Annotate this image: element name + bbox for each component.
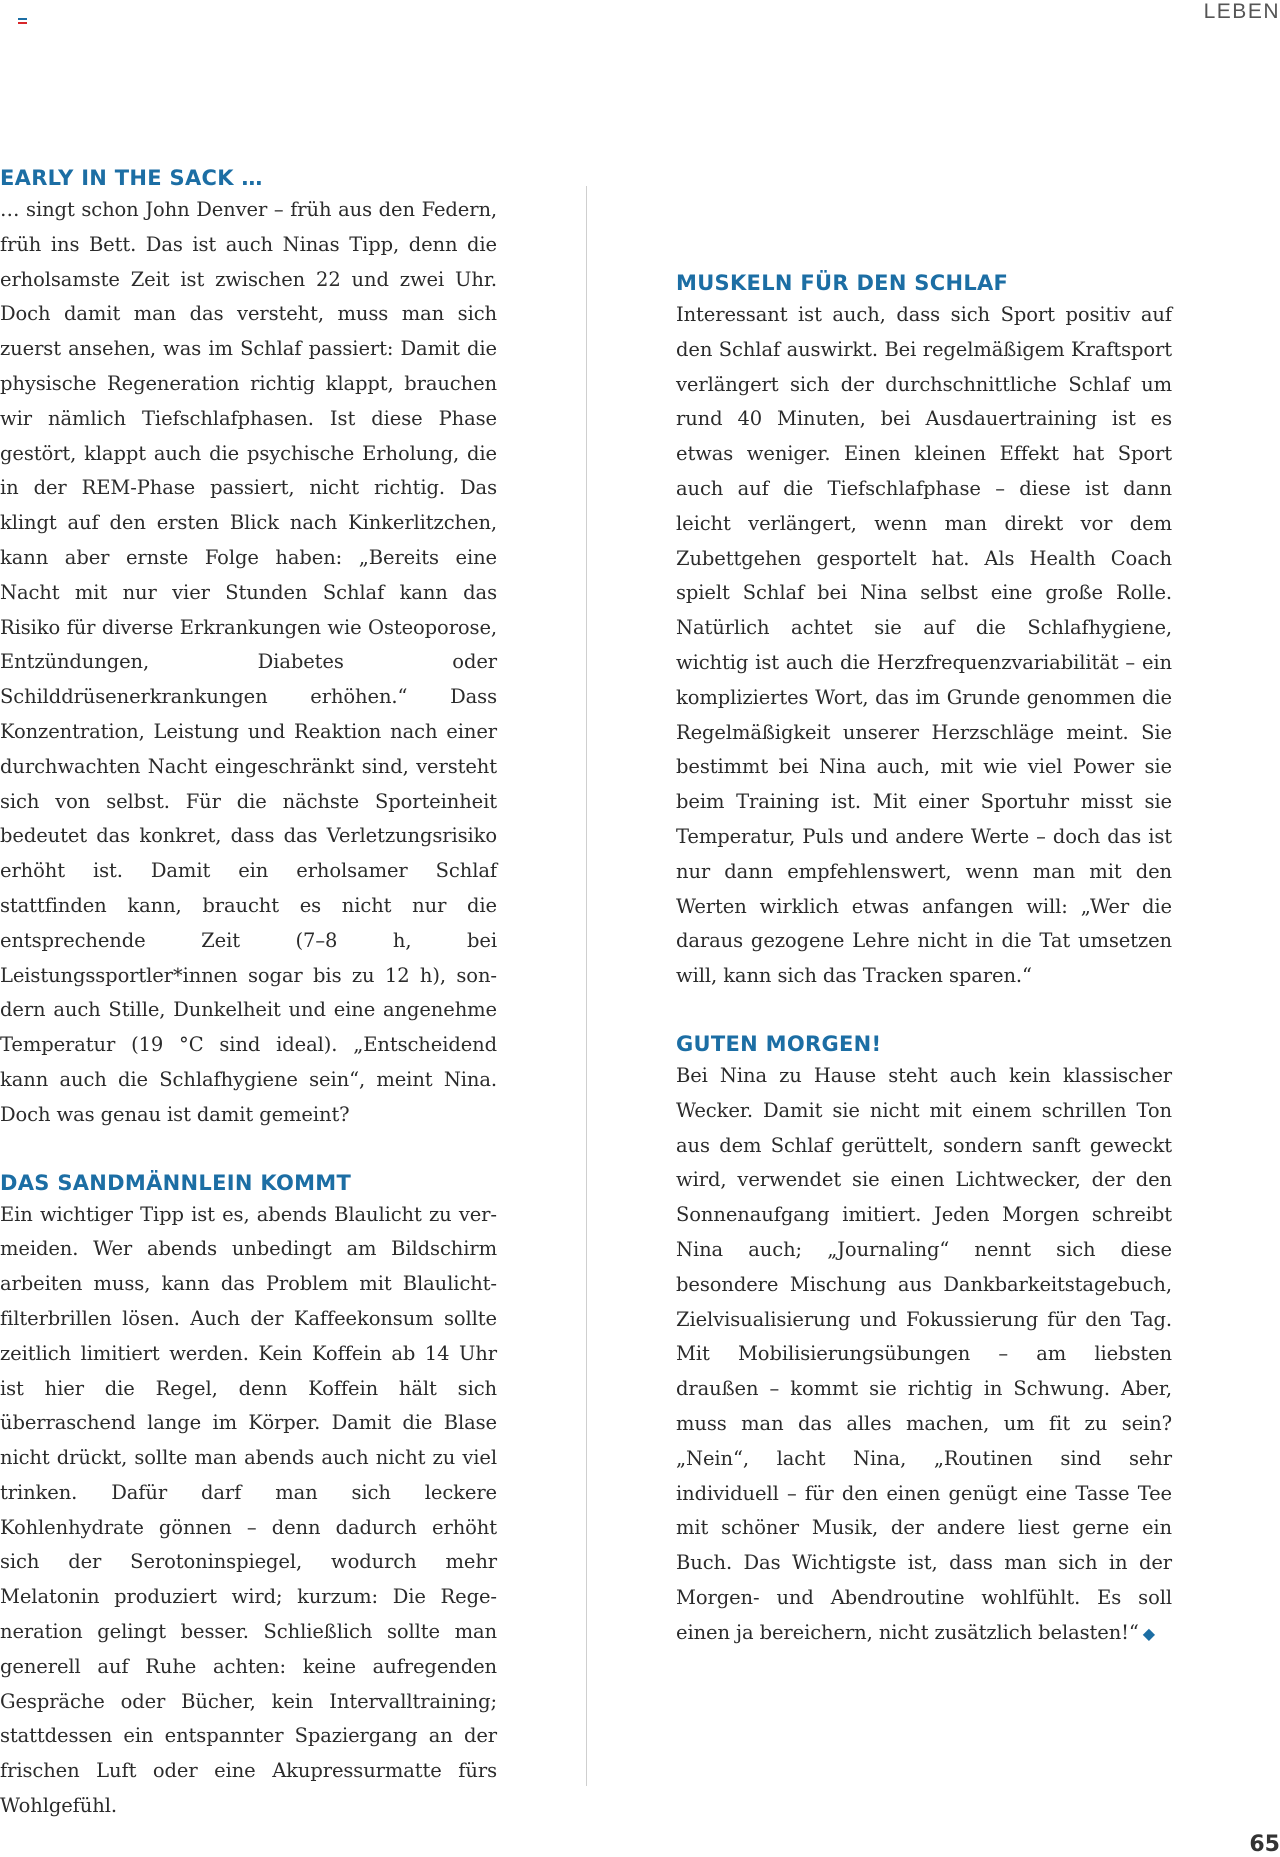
heading-das-sandmaennlein-kommt: DAS SANDMÄNNLEIN KOMMT [0, 1170, 352, 1195]
end-diamond-icon: ◆ [1142, 1623, 1156, 1643]
heading-muskeln-fuer-den-schlaf: MUSKELN FÜR DEN SCHLAF [676, 271, 1009, 295]
section-label: LEBEN [1203, 0, 1280, 23]
paragraph-muskeln-fuer-den-schlaf: Interessant ist auch, dass sich Sport positiv auf den Schlaf auswirkt. Bei regelmäßigem Kraftsport verlängert sich der durchschnittliche Schlaf um rund 40 Minuten, bei Ausdauertraining ist es etwas weniger. Einen kleinen Effekt hat Sport auch auf die Tiefschlafphase – diese ist dann leicht verlängert, wenn man direkt vor dem Zubettgehen gesportelt hat. Als Health Coach spielt Schlaf bei Nina selbst eine große Rolle. Natürlich achtet sie auf die Schlafhygiene, wichtig ist auch die Herzfrequenzvariabilität – ein kompliziertes Wort, das im Grunde genommen die Regelmäßigkeit unserer Herzschläge meint. Sie bestimmt bei Nina auch, mit wie viel Power sie beim Training ist. Mit einer Sportuhr misst sie Temperatur, Puls und andere Werte – doch das ist nur dann empfehlenswert, wenn man mit den Werten wirklich etwas anfangen will: „Wer die daraus gezogene Lehre nicht in die Tat umsetzen will, kann sich das Tracken sparen.“ [676, 303, 1172, 988]
corner-flag-icon [18, 18, 27, 26]
paragraph-early-in-the-sack: … singt schon John Denver – früh aus den Federn, früh ins Bett. Das ist auch Ninas Tipp, denn die erholsamste Zeit ist zwischen 22 und zwei Uhr. Doch damit man das versteht, muss man sich zuerst ansehen, was im Schlaf passiert: Damit die physische Regeneration richtig klappt, brauchen wir nämlich Tiefschlafphasen. Ist diese Phase gestört, klappt auch die psychische Erholung, die in der REM-Phase passiert, nicht richtig. Das klingt auf den ersten Blick nach Kinkerlitzchen, kann aber ernste Folge haben: „Bereits eine Nacht mit nur vier Stunden Schlaf kann das Risiko für diverse Erkrankungen wie Osteoporose, Entzündungen, Diabetes oder Schilddrüsenerkrankungen erhöhen.“ Dass Konzentration, Leistung und Reaktion nach einer durchwachten Nacht eingeschränkt sind, versteht sich von selbst. Für die nächste Sporteinheit bedeutet das konkret, dass das Verletzungsrisiko erhöht ist. Damit ein erholsamer Schlaf stattfinden kann, braucht es nicht nur die entsprechende Zeit (7–8 h, bei Leistungssportler*innen sogar bis zu 12 h), sondern auch Stille, Dunkelheit und eine angenehme Temperatur (19 °C sind ideal). „Entscheidend kann auch die Schlafhygiene sein“, meint Nina. Doch was genau ist damit gemeint? [0, 198, 497, 1126]
heading-guten-morgen: GUTEN MORGEN! [676, 1031, 882, 1056]
paragraph-das-sandmaennlein-kommt: Ein wichtiger Tipp ist es, abends Blaulicht zu vermeiden. Wer abends unbedingt am Bildschirm arbeiten muss, kann das Problem mit Blaulichtfilterbrillen lösen. Auch der Kaffeekonsum sollte zeitlich limitiert werden. Kein Koffein ab 14 Uhr ist hier die Regel, denn Koffein hält sich überraschend lange im Körper. Damit die Blase nicht drückt, sollte man abends auch nicht zu viel trinken. Dafür darf man sich leckere Kohlenhydrate gönnen – denn dadurch erhöht sich der Serotoninspiegel, wodurch mehr Melatonin produziert wird; kurzum: Die Regeneration gelingt besser. Schließlich sollte man generell auf Ruhe achten: keine aufregenden Gespräche oder Bücher, kein Intervalltraining; stattdessen ein entspannter Spaziergang an der frischen Luft oder eine Akupressurmatte fürs Wohlgefühl. [0, 1202, 497, 1818]
left-column [0, 163, 497, 1824]
paragraph-guten-morgen-text: Bei Nina zu Hause steht auch kein klassischer Wecker. Damit sie nicht mit einem schrillen Ton aus dem Schlaf gerüttelt, sondern sanft geweckt wird, verwendet sie einen Lichtwecker, der den Sonnenaufgang imitiert. Jeden Morgen schreibt Nina auch; „Journaling“ nennt sich diese besondere Mischung aus Dankbarkeitstagebuch, Zielvisualisierung und Fokussierung für den Tag. Mit Mobilisierungsübungen – am liebsten draußen – kommt sie richtig in Schwung. Aber, muss man das alles machen, um fit zu sein? „Nein“, lacht Nina, „Routinen sind sehr individuell – für den einen genügt eine Tasse Tee mit schöner Musik, der andere liest gerne ein Buch. Das Wichtigste ist, dass man sich in der Morgen- und Abendroutine wohlfühlt. Es soll einen ja bereichern, nicht zusätzlich belasten!“ [676, 1063, 1172, 1644]
column-divider [586, 186, 587, 1786]
heading-early-in-the-sack: EARLY IN THE SACK … [0, 166, 263, 190]
right-column [676, 268, 1172, 1651]
page-number: 65 [1249, 1832, 1280, 1857]
paragraph-guten-morgen [676, 1059, 1172, 1652]
